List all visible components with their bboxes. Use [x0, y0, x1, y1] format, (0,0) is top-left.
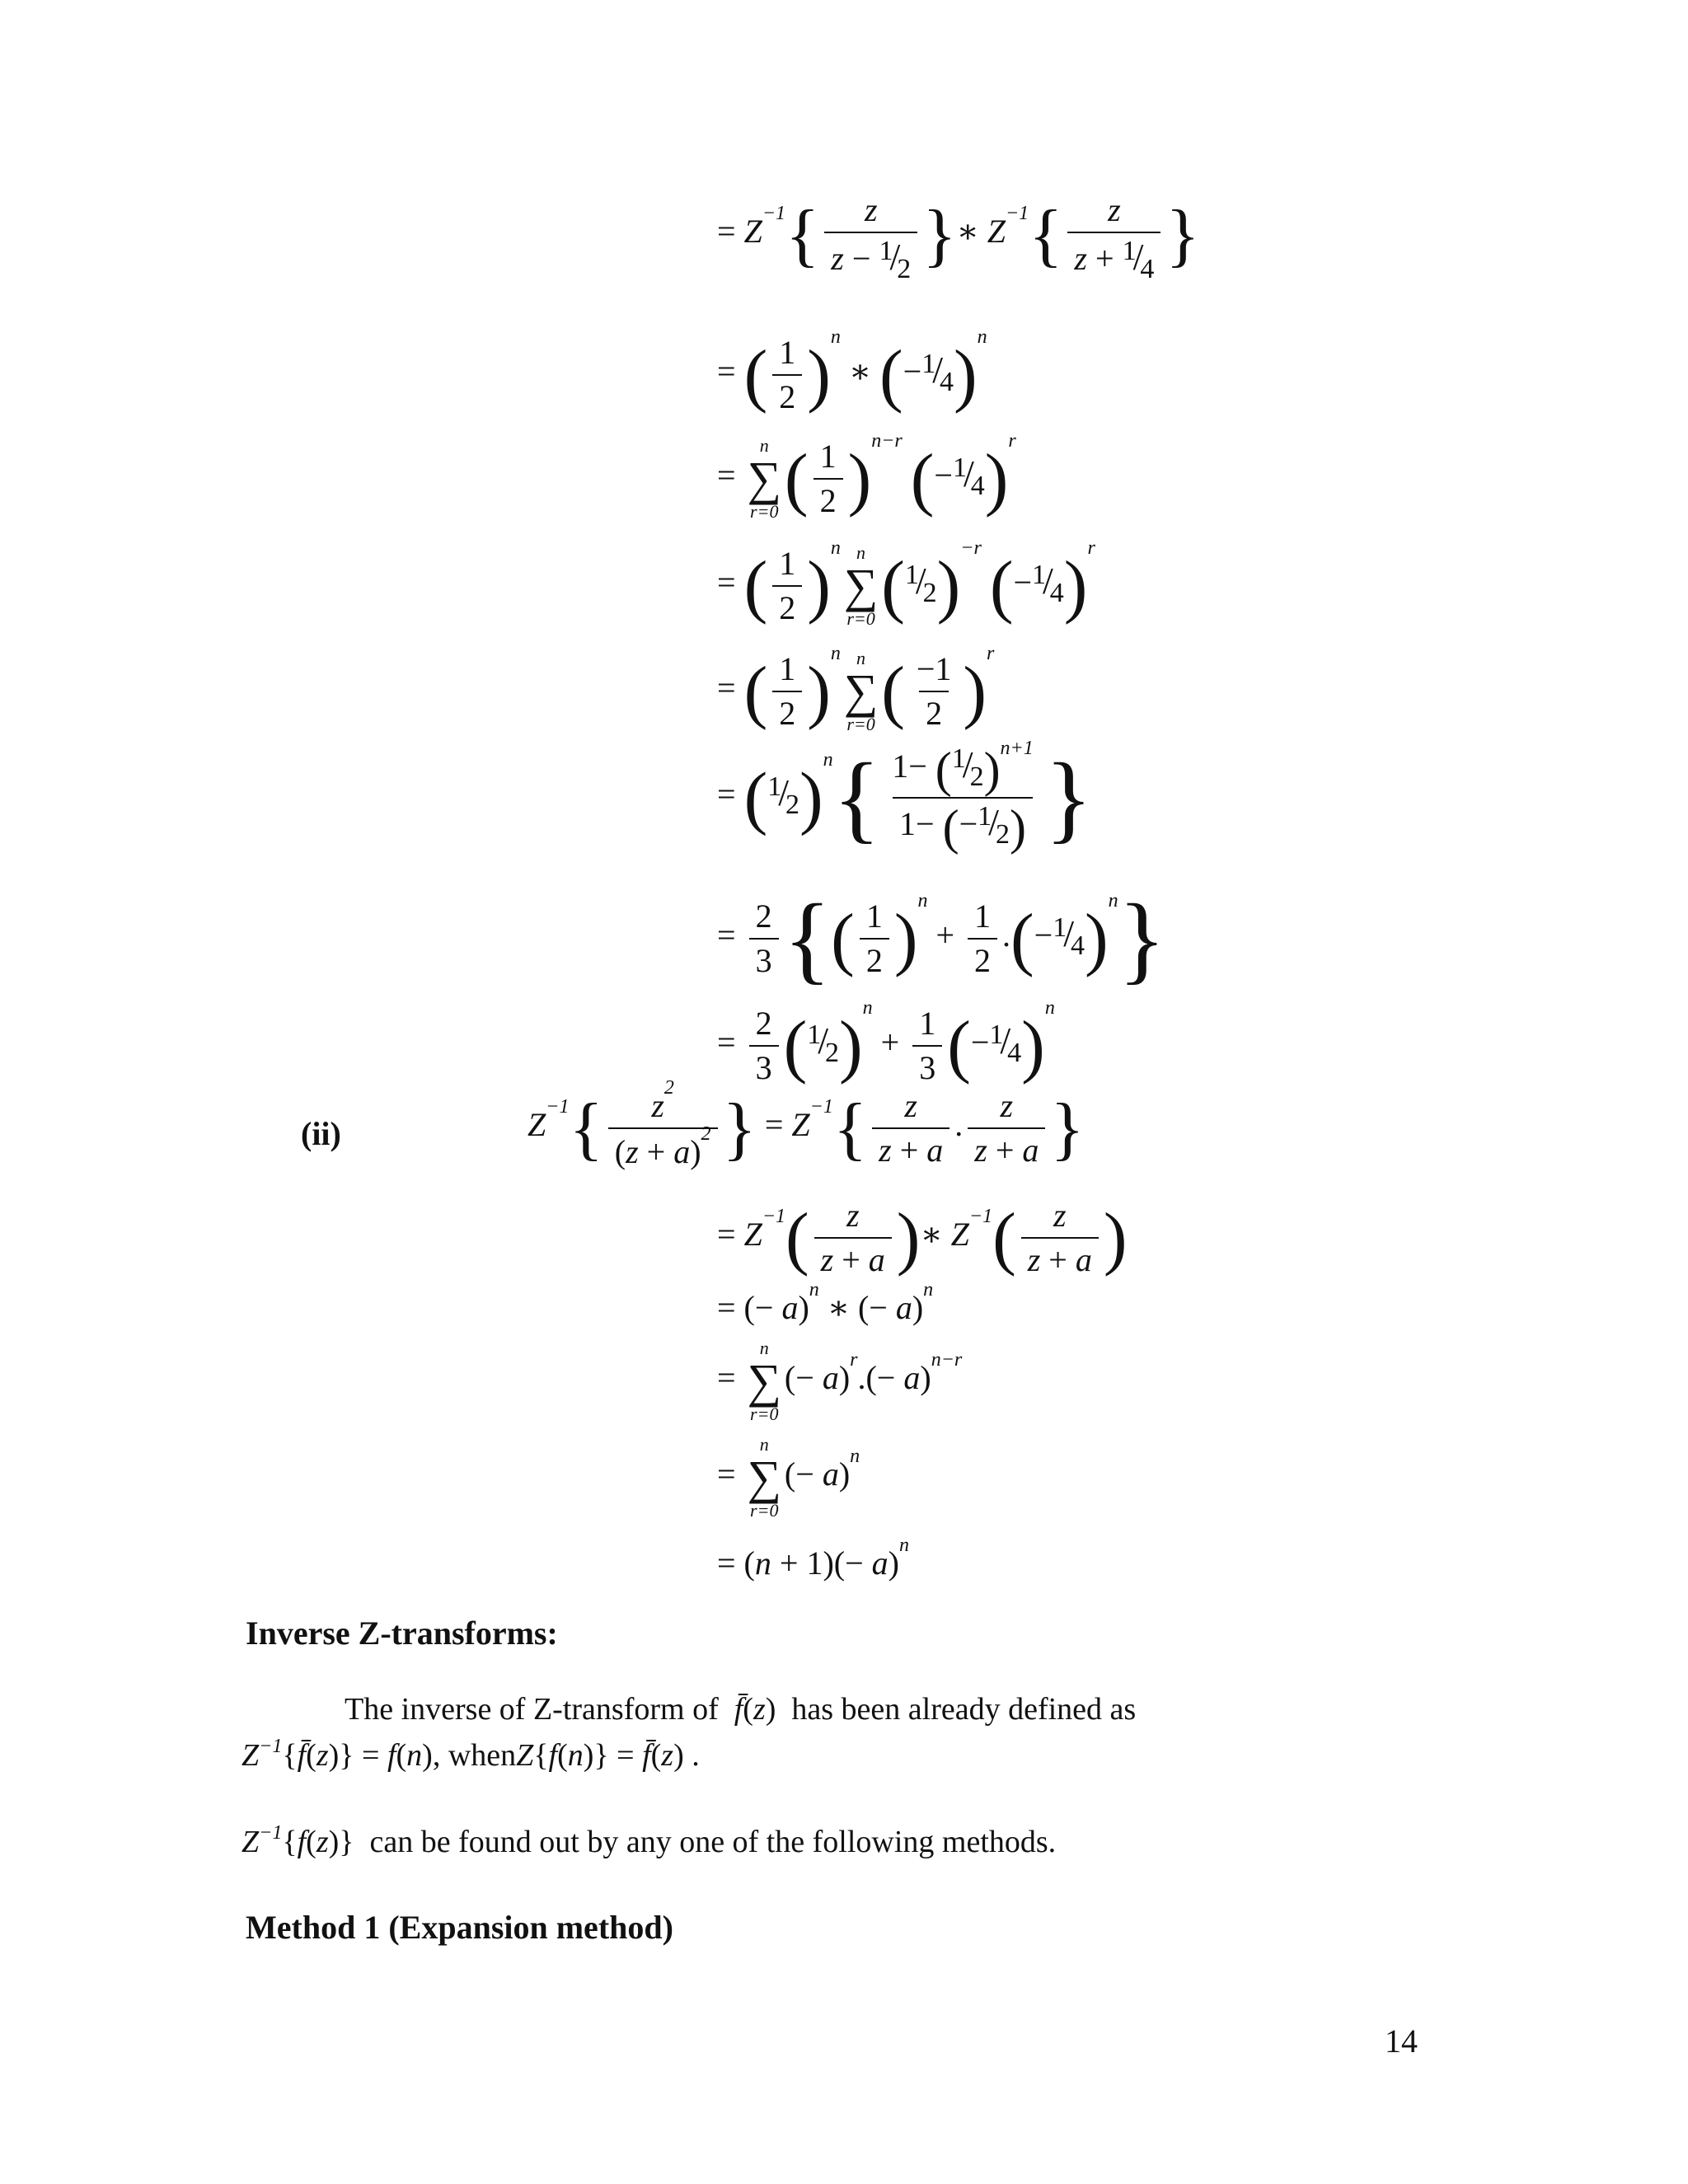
- equation-line-1: = $Z^{-1}${ $\frac{z}{z - ^1/_2}$ }∗ $Z^{-1}${ $\frac{z}{z + ^1/_4}$ }: [717, 191, 1200, 284]
- paragraph-line-3: [241, 1824, 1056, 1862]
- equation-line-10: = $Z^{-1}$( $\frac{z}{z + a}$ )∗ $Z^{-1}$( $\frac{z}{z + a}$ ): [717, 1197, 1128, 1278]
- equation-line-13: = n ∑ r=0 (− a)$^n$: [717, 1434, 860, 1521]
- item-label-ii: (ii): [301, 1115, 341, 1152]
- math-forward-definition: Z{f(n)} = f̄(z) .: [516, 1738, 700, 1773]
- equation-line-5: = ( $\frac{1}{2}$ )$^n$ n ∑ r=0 ( $\frac{-1}{2}$ )$^r$: [717, 643, 995, 734]
- math-fbar-z: f̄(z): [734, 1692, 784, 1727]
- equation-line-9: $Z^{-1}${ $\frac{z^2}{(z + a)^2}$ } = $Z^{-1}${ $\frac{z}{z + a}$ . $\frac{z}{z + a}$ }: [528, 1077, 1085, 1170]
- equation-line-6: = $(^1/_2)^n${ $\frac{1- (^1/_2)^{n+1}}{1- (-^1/_2)}$ }: [717, 738, 1093, 855]
- equation-line-3: = n ∑ r=0 ( $\frac{1}{2}$ )$^{n-r}$ $(-^1/_4)^r$: [717, 430, 1016, 522]
- equation-line-7: = $\frac{2}{3}$ {( $\frac{1}{2}$ )$^n$ + $\frac{1}{2}$ $.(-^1/_4)^n$}: [717, 883, 1166, 993]
- equation-line-8: = $\frac{2}{3}$ $(^1/_2)^n$ + $\frac{1}{3}$ $(-^1/_4)^n$: [717, 997, 1055, 1086]
- equation-line-11: = (− a)$^n$ ∗ (− a)$^n$: [717, 1279, 934, 1326]
- paragraph-text-start: The inverse of Z-transform of: [345, 1692, 719, 1727]
- math-inverse-definition: $Z^{-1}\{f̄(z)\} = f(n)$: [241, 1736, 433, 1773]
- equation-line-14: = $(n + 1)(- a)^n$: [717, 1535, 909, 1582]
- math-inverse-fz: $Z^{-1}\{f(z)\}$: [241, 1822, 363, 1859]
- equation-line-4: = ( $\frac{1}{2}$ )$^n$ n ∑ r=0 $(^1/_2)^{-r}$ $(-^1/_4)^r$: [717, 537, 1095, 629]
- method-heading: Method 1 (Expansion method): [246, 1909, 673, 1946]
- section-heading-inverse: Inverse Z-transforms:: [246, 1615, 558, 1652]
- paragraph-text-end: has been already defined as: [791, 1692, 1137, 1727]
- equation-line-2: = ( $\frac{1}{2}$ )$^n$ ∗ $(-^1/_4)^n$: [717, 326, 987, 415]
- equation-line-12: = n ∑ r=0 (− $a)^r.(- a)^{n-r}$: [717, 1338, 963, 1424]
- paragraph-line-2: [241, 1737, 700, 1775]
- paragraph-when: , when: [432, 1738, 517, 1773]
- paragraph-methods-text: can be found out by any one of the following methods.: [369, 1825, 1057, 1859]
- page-number: 14: [1385, 2022, 1418, 2060]
- paragraph-line-1: [345, 1691, 1136, 1729]
